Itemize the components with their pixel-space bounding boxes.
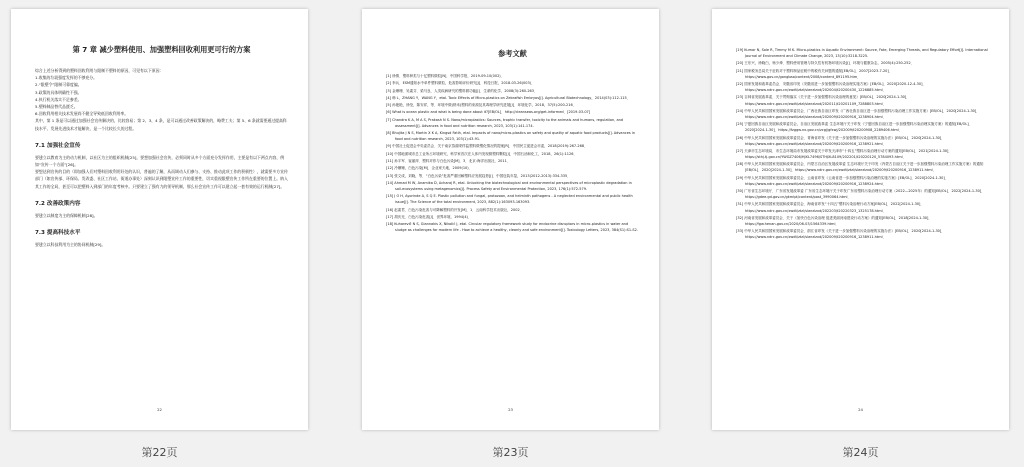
section-body-7-2: 要建立以制度为主的保障机制[28]。: [35, 212, 98, 218]
page-content: [35, 45, 288, 248]
reference-entry: [11] 孙宇军．崔丽萍．塑料对你与白色污染[M]．3．北京:海洋出版社，2011．: [386, 159, 511, 163]
reference-entry: [26] 中华人民共和国国家发展和改革委员会．青海省印发《关于进一步加强塑料污染治理的实施办法》[EB/OL]．2020[2024-1-30]．https://www.ndrc.gov.cn/xwdt/ztzl/slwrzlzxd/202009/t20200916_1238921.html．: [736, 135, 945, 146]
reference-entry: [18] Kuharevič N S, Giannakis X, Nikolić J, etal. Circular regulatory framework study for endocrine disruptors in micro-plastics in water and sludge as challenges for modern life - How to achieve a healthy, cleanly and safe environment[J]. Toxicology Letters, 2023, 384(S1):S1-S2.: [386, 222, 638, 233]
reference-entry: [21] 国家税务总局关于征收对于塑料制品征税中的税有关问题的通知[EB/OL]．2007[2023-7-20]．https://www.gov.cn/gongbao/content/2008/content_891195.htm．: [736, 68, 893, 79]
reference-entry: [19] Kumar N, Sole R, Timmy M K. Micro-plastics in Aquatic Environment: Source, Fate, Emerging Threats, and Regulatory Effort[J]. International Journal of Environment and Climate Change, 2023, 13(10):3218-3225.: [736, 48, 988, 59]
reference-entry: [8] Bhujita J N S, Martin X K A, Kingsd Fatih, etal. Impacts of nano/micro-plastics on safety and quality of aquatic food products[J]. Advances in food and nutrition research, 2023, 103(1):43-91.: [386, 131, 635, 142]
reference-entry: [7] Chandra K A, M A S, Prakash N S. Nano/microplastics: Sources, trophic transfer, toxicity to the animals and humans, regulation, and assessment[J]. Advances in food and nutrition research, 2023, 103(1):141-174.: [386, 117, 624, 128]
section-heading-7-2: 7.2 改善政策内容: [35, 200, 81, 207]
reference-entry: [33] 中华人民共和国国家发展和改革委员会．浙江省印发《关于进一步加强塑料污染治理的实施办法》[EB/OL]．2020[2024-1-30]．https://www.ndrc.gov.cn/xwdt/ztzl/slwrzlzxd/202009/t20200916_1238911.html．: [736, 229, 945, 240]
section-heading-7-1: 7.1 加强社会宣传: [35, 142, 81, 149]
document-page-24[interactable]: [712, 9, 1009, 430]
reference-entry: [12] 冷姗姗，白色污染[M]．企业家天地，2009(10)．: [386, 166, 473, 171]
reference-entry: [22] 国家发展和改革委员会．安徽省印发《安徽省进一步加强塑料污染治理实施方案》[EB/OL]．2020[2020-12-4-30]．https://www.ndrc.gov.cn/xwdt/ztzl/slwrzlzxd/202004/t20200430_1226885.html．: [736, 82, 926, 93]
reference-entry: [32] 河南省发展和改革委员会．关于《加快白色污染治理 促进美丽河南建设行动方案》的通知[EB/OL]．2018[2024-1-30]．https://fgw.henan.gov.cn/2020/06-03/1564339.html．: [736, 215, 932, 226]
reference-entry: [1] 徐倩．塑料种类与十亿塑料微粒[N]．中国科学报，2019-09-10(002)．: [386, 74, 505, 78]
chapter-intro: 综合上述分析得到的塑料回收利用与限制不塑料的原因，可见有以下原因： 1.收集的垃圾强度发挥的不够充分。 2.“限塑令”限制可靠度偏。 3.政策的具体明确性不强。 4.执行机关落实不足参差。 5.塑料制品替代品匮乏。 6.回收利用相关技术发展尚不健全导致低回收利用率。 其中，第 1 条是可以通过加强社会宣传解决的，比较容易；第 2、3、4 条，是可以通过改善政策解决的，略费工夫；第 5、6 条就需要通过提高科技水平、发展先进技术才能解决，是一个比较长久的过程。: [35, 68, 287, 131]
reference-entry: [2] 李兵．ESM通知水中单件塑料微粒，危害影响评价研究[J]．科技日报，2018-03-26(003)．: [386, 81, 535, 86]
reference-entry: [31] 中华人民共和国国家发展和改革委员会．海南省印发“十四五”塑料污染治理行动方案[EB/OL]．2022[2024-1-30]．https://www.ndrc.gov.cn/xwdt/ztzl/slwrzlzxd/202203/t20220323_1325178.html．: [736, 202, 924, 213]
reference-entry: [4] 韩 L，ZHANG Y，WANG Y，etal. Toxic Effects of Micro-plastics on Zebrafish Embryos[J]. Agricultural Biotechnology，2014(03):112-115．: [386, 95, 631, 100]
reference-entry: [29] 中华人民共和国国家发展和改革委员会．云南省印发《云南省进一步加强塑料污染治理的实施方案》[EB/OL]．2020[2024-1-30]．https://www.ndrc.gov.cn/xwdt/ztzl/slwrzlzxd/202009/t20200916_1238924.html．: [736, 175, 949, 186]
section-body-7-3: 要建立以科技利用为主的协同机制[29]。: [35, 242, 106, 248]
page-number: 23: [508, 407, 513, 412]
section-body-7-1: 要建立以教育为主的动力机制，以社区为主的组织机制[25]，要想加强社会宣传，必须同时从多个方面充分发挥作用，主要是有以下两点内容，例如“宣传一个方面”[26]。 要想达到宣传的目的（即加强人们对塑料回收利用好处的认识，普遍的了解，从而调动人们参与、支持、推动此项工作的积极性），就需要多方宣传部门（如宣传部、环保局、发改委、社区工作站、街道办事处）深刻认识到限塑宣传工作的重要性，切实重视限塑宣传工作所在重要的位置上。纳入其工作的全局，甚至可以把塑料入到部门的年度考核中。只要建立了强有力的领导机制，那么社会宣传工作可以建立起一套有效的运行机制[27]。: [35, 154, 288, 189]
document-page-23[interactable]: [362, 9, 659, 430]
reference-list: [736, 47, 989, 240]
reference-entry: [25] 宁夏回族自治区发展和改革委员会，自治区发展改革委 生态环境厅关于印发《宁夏回族自治区进一步加强塑料污染治理实施方案》的通知[EB/OL]．2020[2024-1-30]．https://fzggw.nx.gov.cn/zcgj/gfxwj/202009/t20200908_2289406.html．: [736, 122, 973, 133]
page-content: [386, 49, 639, 235]
reference-entry: [17] 胡庆光．白色污染危害[J]．世界环境，1994(4)．: [386, 214, 472, 219]
reference-entry: [6] What is ocean plastic and what is being done about it?[EB/OL]．http://cleanseas.org/get-informed．[2019-03-07]: [386, 110, 591, 115]
reference-entry: [9] 中国社土促进会中央委员会．关于南京蒸湖采样监塑料微塑化情况的提案[R]．中国民主促进会市委，2018(2019):267-268．: [386, 144, 588, 149]
reference-entry: [28] 中华人民共和国国家发展和改革委员会．内蒙古自治区发展改革委 生态环境厅关于印发《内蒙古自治区关于进一步加强塑料污染治理工作实施方案》的通知[EB/OL]．2020[2024-1-30]．https://www.ndrc.gov.cn/xwdt/ztzl/slwrzlzxd/202009/t20200916_1238911.html．: [736, 162, 984, 173]
reference-list: [386, 73, 639, 233]
reference-entry: [13] 张文成，刘晓，等．“白色污染”危害严重回解塑料应发展趋势[J]．中国包装年鉴，2013(2012-2013):334-335．: [386, 173, 571, 178]
reference-entry: [20] 王东兴，徐晓白，杨少舜．塑料使用管理与持久性有机物环境污染[J]．环境与健康杂志，2005(4):250-252．: [736, 61, 915, 66]
page-label-24: 第24页: [842, 446, 879, 459]
reference-entry: [16] 赵素君．白色污染危害与可降解塑料的开发[M]．1．云南科学技术出版社，2002．: [386, 207, 524, 212]
reference-entry: [15] J O H, Ayorinde A, S Q E. Plastic pollution and fungal, protozoan, and helminth pathogens - A neglected environmental and public health issue[J]. The Science of the total environment, 2023, 882(1):163093-163093.: [386, 194, 633, 205]
reference-entry: [5] 孙艳艳，徐莹，陈安祥，等．环境中微(纳米)塑料的来源及其毒理学研究进展[J]．环境化学，2018，37(5):200-216．: [386, 103, 577, 108]
document-page-22[interactable]: [11, 9, 308, 430]
references-title: 参考文献: [498, 49, 527, 58]
page-label-22: 第22页: [141, 446, 178, 459]
page-content: [736, 47, 989, 242]
reference-entry: [30] 广东省生态环境厅．广东省发展改革委 广东省生态环境厅关于印发广东省塑料污染治理行动方案（2022—2025年）的通知[EB/OL]．2022[2024-1-30]．https://gdee.gd.gov.cn/gkmlpt/content/post_3990064.html．: [736, 189, 985, 200]
chapter-title: 第 7 章 减少塑料使用、加强塑料回收利用更可行的方案: [72, 45, 251, 54]
section-heading-7-3: 7.3 提高科技水平: [35, 230, 81, 237]
reference-entry: [14] Ahmad M W, Anamika D, Acharaj R, etal. Unlocking the biotechnological and environmental perspectives of microplastic degradation in soil-ecosystems using metagenomics[J]. Process Safety and Environmental Protection, 2023, 176(1):572-579.: [386, 180, 632, 191]
page-number: 22: [157, 407, 162, 412]
reference-entry: [27] 天津市生态环境局．市生态环境局市发展改革委关于印发天津市“十四五”塑料污染治理行动方案的通知[EB/OL]．2021[2024-1-30]．https://sthj.tj.gov.cn/YWGZ7406/HJXL7496/STHJXL8109/202201/t20220120_5784093.html．: [736, 148, 952, 159]
reference-entry: [23] 吉林省发展改革委．关于贯彻落实《关于进一步加强塑料污染治理的意见》[EB/OL]．2020[2024-1-30]．https://www.ndrc.gov.cn/xwdt/ztzl/slwrzlzxd/202011/t20201109_7288803.html．: [736, 95, 910, 106]
reference-entry: [24] 中华人民共和国国家发展和改革委员会．广西壮族自治区印发《广西壮族自治区进一步加强塑料污染治理工作实施方案》[EB/OL]．2020[2024-1-30]．https://www.ndrc.gov.cn/xwdt/ztzl/slwrzlzxd/202009/t20200916_1238904.html．: [736, 108, 980, 119]
page-number: 24: [858, 407, 863, 412]
reference-entry: [10] 中国地面城市总工业所占环境研究，科学家首次在人体内发现微塑料颗粒[J]．中国石油和化工，2018，26(1):1126．: [386, 151, 577, 156]
reference-entry: [3] 金珊珊．吴素芬．梁马良．人类疾病研究的塑料微功能[J]．生命的化学，2008(3):260-263．: [386, 88, 538, 93]
page-label-23: 第23页: [492, 446, 529, 459]
